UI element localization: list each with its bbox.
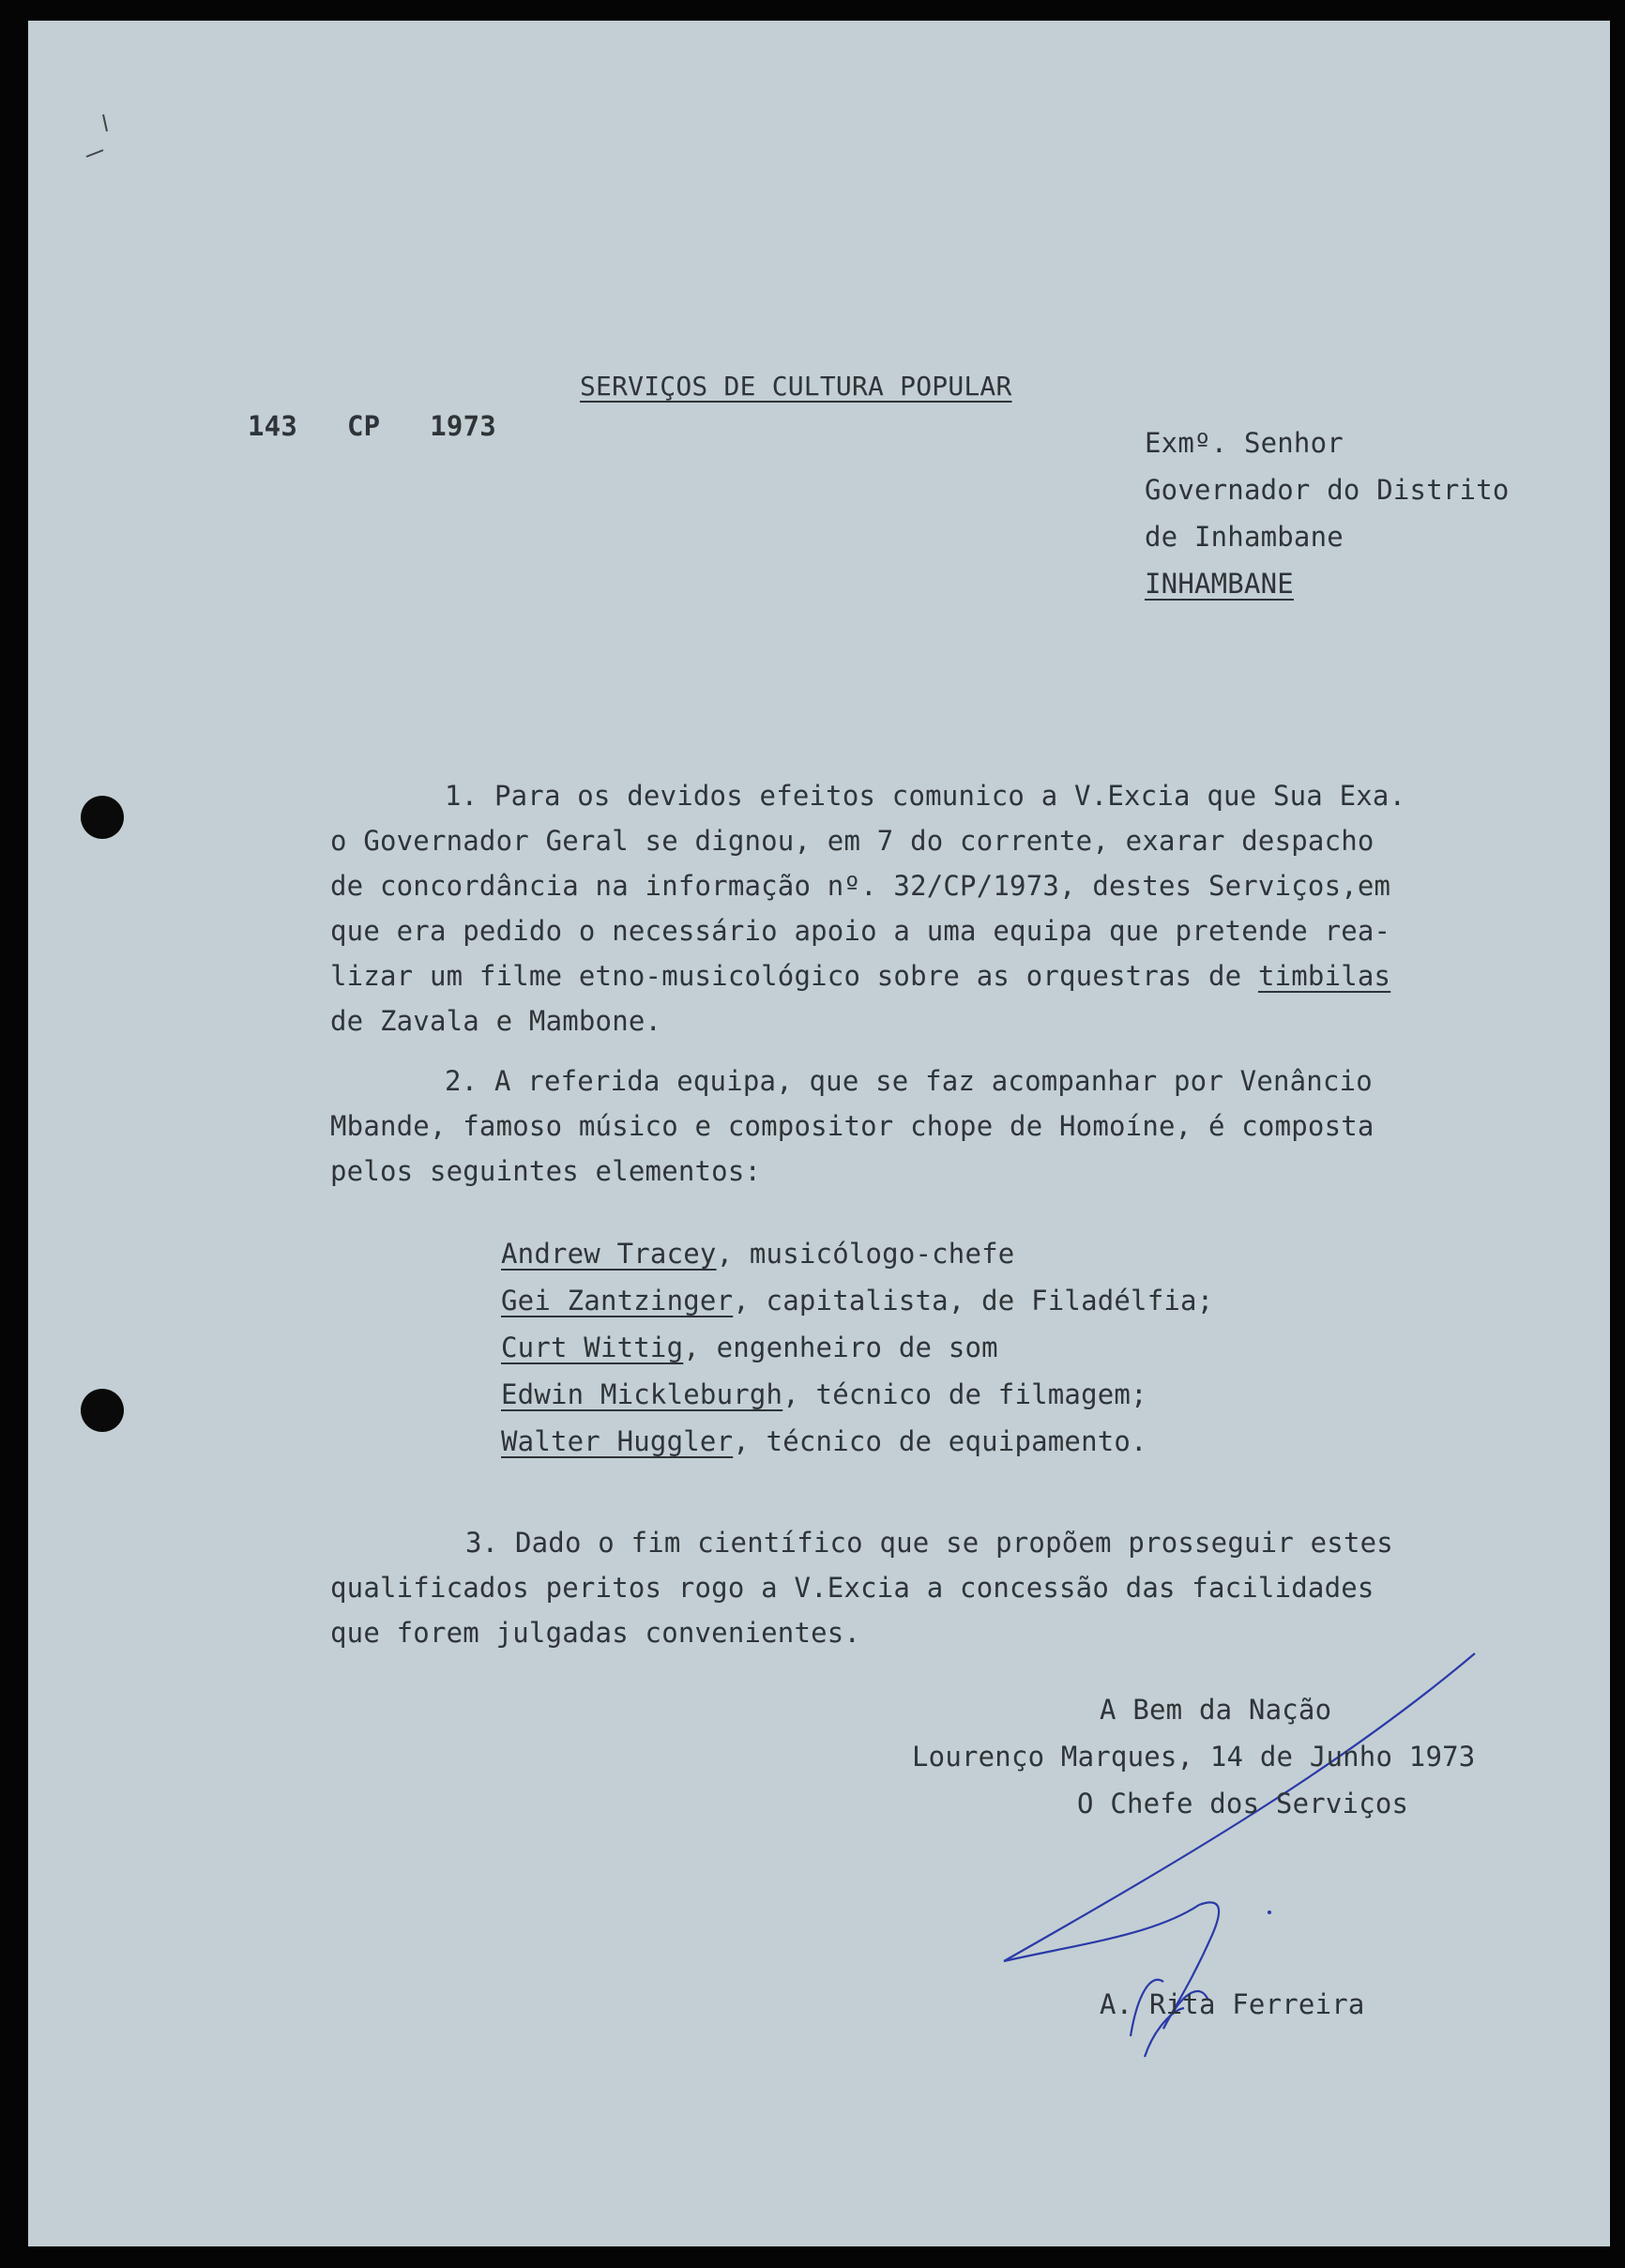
body-line: de concordância na informação nº. 32/CP/1973, destes Serviços,em: [330, 870, 1391, 902]
addressee-city: INHAMBANE: [1145, 568, 1294, 600]
body-line: de Zavala e Mambone.: [330, 1005, 662, 1037]
addressee-salutation: Exmº. Senhor: [1145, 427, 1344, 459]
body-line: Mbande, famoso músico e compositor chope de Homoíne, é composta: [330, 1110, 1374, 1142]
member-role: , técnico de equipamento.: [733, 1425, 1147, 1457]
body-line: 3. Dado o fim científico que se propõem prosseguir estes: [465, 1527, 1393, 1559]
place-and-date: Lourenço Marques, 14 de Junho 1973: [912, 1741, 1476, 1773]
team-member: [501, 1284, 1213, 1317]
body-line: pelos seguintes elementos:: [330, 1155, 762, 1187]
member-role: , capitalista, de Filadélfia;: [733, 1285, 1214, 1317]
body-line: 1. Para os devidos efeitos comunico a V.Excia que Sua Exa.: [445, 780, 1406, 812]
team-member: [501, 1378, 1213, 1411]
member-role: , engenheiro de som: [683, 1332, 998, 1363]
body-line: que era pedido o necessário apoio a uma equipa que pretende rea-: [330, 915, 1391, 947]
team-member: [501, 1424, 1213, 1458]
body-line: 2. A referida equipa, que se faz acompanhar por Venâncio: [445, 1065, 1373, 1097]
member-name: Gei Zantzinger: [501, 1285, 734, 1317]
body-line: qualificados peritos rogo a V.Excia a concessão das facilidades: [330, 1572, 1374, 1604]
body-line: o Governador Geral se dignou, em 7 do corrente, exarar despacho: [330, 825, 1374, 857]
signer-title: O Chefe dos Serviços: [1077, 1788, 1409, 1819]
addressee-title: Governador do Distrito: [1145, 474, 1510, 506]
member-role: , musicólogo-chefe: [716, 1238, 1015, 1270]
team-member: [501, 1331, 1213, 1364]
punch-hole-lower: [81, 1389, 124, 1432]
letter-page: [28, 21, 1610, 2246]
reference-number: 143 CP 1973: [248, 410, 496, 442]
member-name: Andrew Tracey: [501, 1238, 717, 1270]
team-member: [501, 1237, 1213, 1271]
member-role: , técnico de filmagem;: [782, 1378, 1147, 1410]
member-name: Edwin Mickleburgh: [501, 1378, 783, 1410]
member-name: Walter Huggler: [501, 1425, 734, 1457]
body-line: [330, 959, 1390, 993]
pencil-mark: [86, 114, 107, 157]
addressee-district: de Inhambane: [1145, 521, 1344, 553]
body-line: que forem julgadas convenientes.: [330, 1617, 861, 1649]
punch-hole-upper: [81, 796, 124, 839]
closing-phrase: A Bem da Nação: [1100, 1694, 1332, 1726]
signer-name: A. Rita Ferreira: [1100, 1988, 1365, 2020]
department-heading: SERVIÇOS DE CULTURA POPULAR: [580, 371, 1012, 402]
signature-dot: [1268, 1910, 1271, 1914]
member-name: Curt Wittig: [501, 1332, 684, 1363]
underlined-word: timbilas: [1257, 960, 1391, 992]
body-text: lizar um filme etno-musicológico sobre as orquestras de: [330, 960, 1258, 992]
team-member-list: [501, 1237, 1213, 1471]
